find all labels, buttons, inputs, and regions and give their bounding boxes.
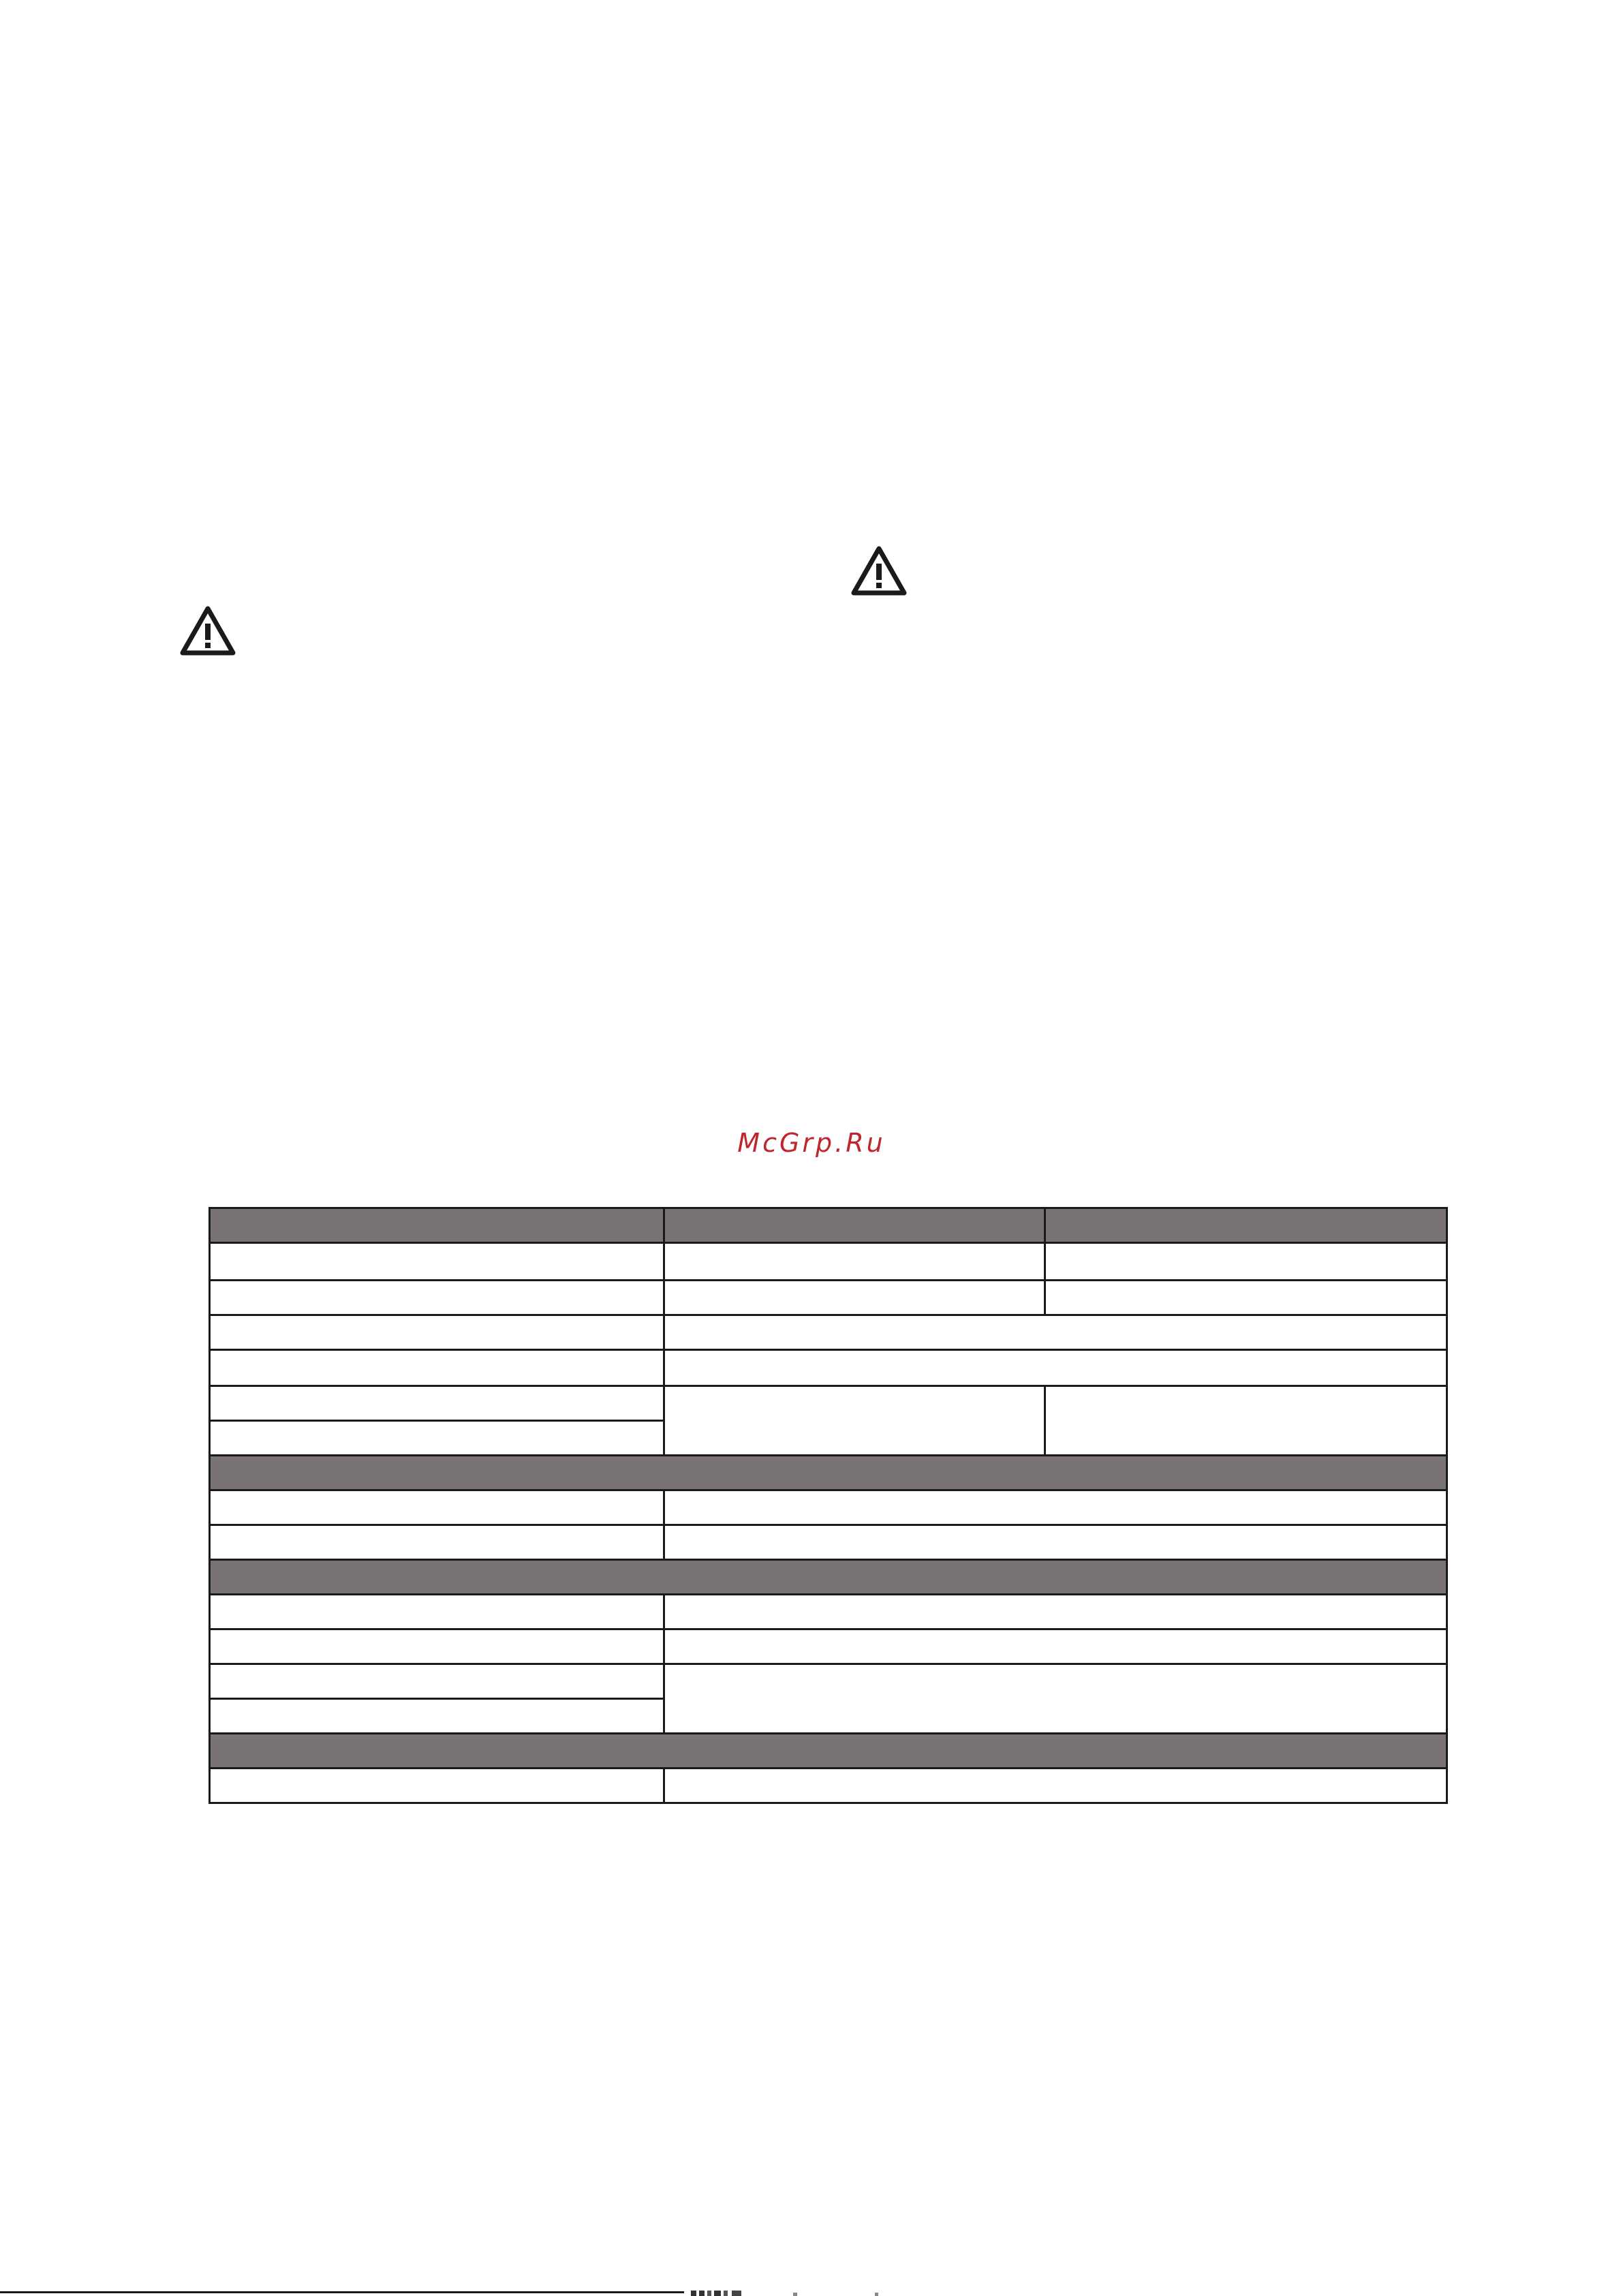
table-cell — [664, 1664, 1447, 1734]
table-row — [210, 1350, 1447, 1386]
table-header-row — [210, 1208, 1447, 1243]
table-cell — [1045, 1243, 1447, 1281]
table-cell — [210, 1281, 664, 1315]
table-cell — [210, 1421, 664, 1456]
spec-table — [208, 1207, 1448, 1804]
table-cell — [210, 1769, 664, 1803]
table-cell — [210, 1315, 664, 1350]
table-cell — [664, 1525, 1447, 1560]
section-heading-cell — [210, 1734, 1447, 1769]
table-row — [210, 1490, 1447, 1525]
table-section-heading — [210, 1456, 1447, 1490]
table-cell — [1045, 1281, 1447, 1315]
warning-triangle-icon — [180, 605, 236, 656]
table-cell — [664, 1315, 1447, 1350]
table-cell — [664, 1386, 1045, 1456]
table-cell — [1045, 1386, 1447, 1456]
table-cell — [210, 1243, 664, 1281]
table-cell — [664, 1629, 1447, 1664]
table-cell — [210, 1386, 664, 1421]
table-cell — [210, 1664, 664, 1699]
table-section-heading — [210, 1560, 1447, 1595]
table-cell — [664, 1490, 1447, 1525]
table-row — [210, 1629, 1447, 1664]
table-row — [210, 1595, 1447, 1629]
footer-rule — [0, 2291, 684, 2293]
table-header-cell — [210, 1208, 664, 1243]
table-row — [210, 1243, 1447, 1281]
section-heading-cell — [210, 1560, 1447, 1595]
watermark: McGrp.Ru — [737, 1128, 886, 1158]
table-row — [210, 1664, 1447, 1699]
table-cell — [210, 1699, 664, 1734]
table-row — [210, 1281, 1447, 1315]
table-row — [210, 1769, 1447, 1803]
table-header-cell — [1045, 1208, 1447, 1243]
footer-marks — [691, 2289, 923, 2296]
table-cell — [664, 1769, 1447, 1803]
table-cell — [664, 1243, 1045, 1281]
table-cell — [210, 1350, 664, 1386]
table-row — [210, 1315, 1447, 1350]
table-cell — [210, 1595, 664, 1629]
table-section-heading — [210, 1734, 1447, 1769]
table-cell — [664, 1350, 1447, 1386]
table-cell — [664, 1595, 1447, 1629]
table-cell — [210, 1525, 664, 1560]
table-cell — [664, 1281, 1045, 1315]
warning-triangle-icon — [851, 545, 907, 596]
table-header-cell — [664, 1208, 1045, 1243]
table-row — [210, 1525, 1447, 1560]
table-cell — [210, 1490, 664, 1525]
table-row — [210, 1386, 1447, 1421]
section-heading-cell — [210, 1456, 1447, 1490]
table-cell — [210, 1629, 664, 1664]
